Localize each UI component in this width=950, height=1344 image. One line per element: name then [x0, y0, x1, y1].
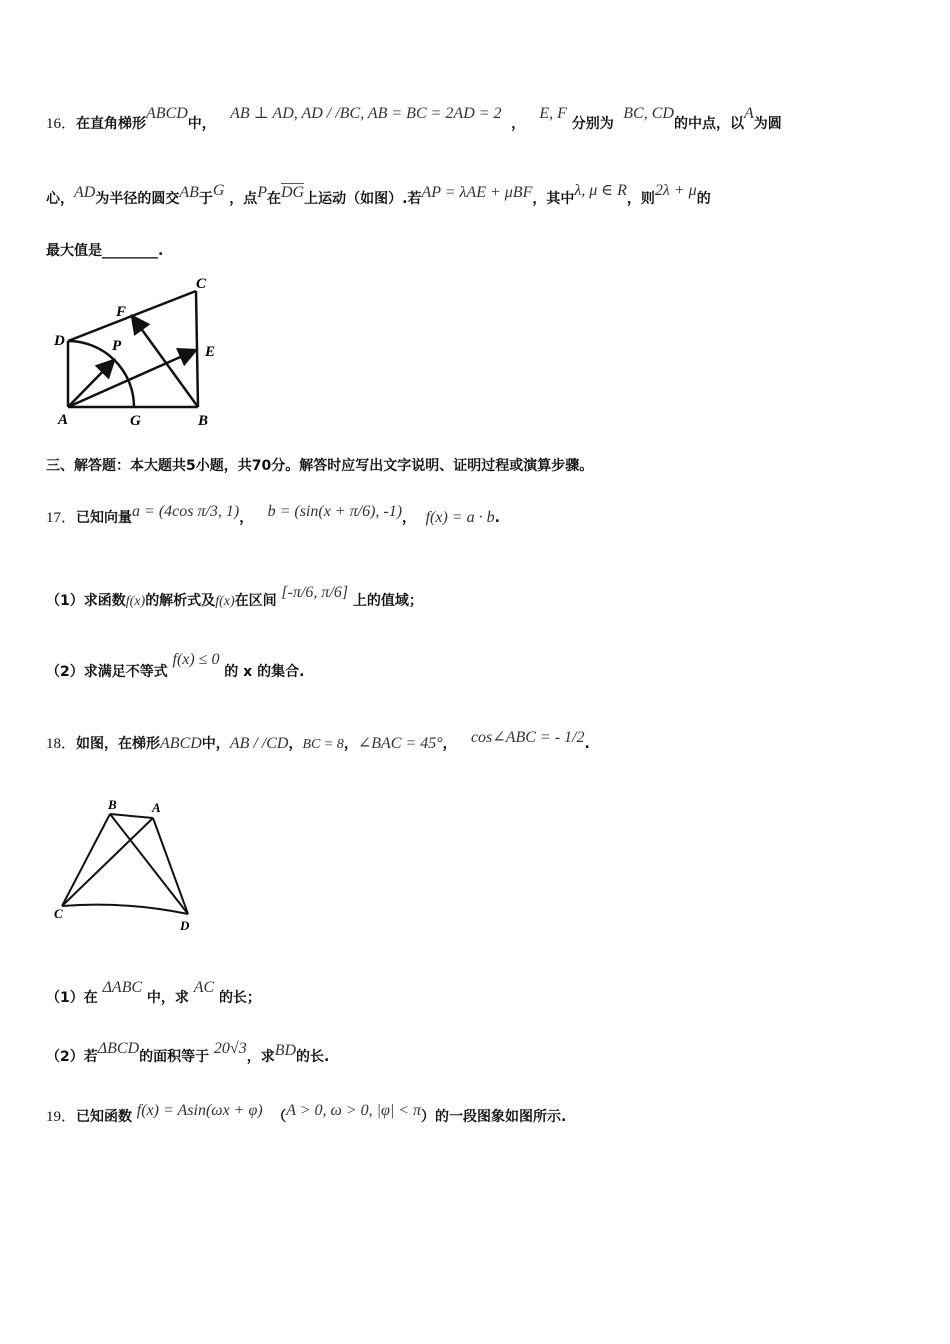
math-conditions: AB ⊥ AD, AD / /BC, AB = BC = 2AD = 2: [230, 105, 502, 122]
q17-stem: [46, 503, 910, 529]
math-fx-def: f(x) = a · b: [425, 509, 495, 526]
q18-text: （1）在: [46, 990, 98, 1006]
math-expression: 2λ + μ: [654, 182, 697, 199]
q18-text: 的长；: [218, 990, 261, 1006]
q18-part1: [46, 979, 910, 1009]
q16-line1: [46, 105, 910, 135]
q16-text: 在直角梯形: [76, 116, 147, 132]
q17-text: .: [494, 510, 500, 526]
q18-text: 中，: [201, 736, 230, 752]
q16-text: ，: [511, 116, 526, 132]
math-parallel: AB / /CD: [229, 735, 289, 752]
math-g: G: [212, 182, 225, 199]
math-abcd: ABCD: [160, 735, 202, 752]
q16-text: ，则: [626, 191, 655, 207]
math-area: 20√3: [213, 1040, 247, 1057]
q16-text: 分别为: [571, 116, 614, 132]
q18-text: 的面积等于: [139, 1049, 210, 1065]
math-fx: f(x): [125, 594, 146, 609]
q17-part2: [46, 651, 910, 683]
q17-text: （2）求满足不等式: [46, 664, 168, 680]
math-arc-dg: DG: [281, 184, 305, 201]
math-inequality: f(x) ≤ 0: [172, 651, 220, 668]
q17-text: ，: [402, 510, 417, 526]
math-function: f(x) = Asin(ωx + φ): [136, 1102, 263, 1119]
math-bc-cd: BC, CD: [623, 105, 674, 122]
math-interval: [-π/6, π/6]: [281, 584, 349, 601]
q18-text: （2）若: [46, 1049, 98, 1065]
math-abcd: ABCD: [146, 105, 188, 122]
q16-text: 为半径的圆交: [95, 191, 180, 207]
q19-number: 19．: [46, 1109, 77, 1125]
q18-part2: [46, 1040, 910, 1068]
q17-text: 的 x 的集合.: [224, 664, 305, 680]
q18-text: .: [584, 736, 590, 752]
q17-text: 已知向量: [76, 510, 133, 526]
label-a: A: [152, 800, 161, 815]
q16-line2: [46, 182, 910, 210]
q17-part1: [46, 584, 910, 613]
math-vector-a: a = (4cos π/3, 1): [132, 503, 240, 520]
math-ad: AD: [74, 184, 96, 201]
math-cos: cos∠ABC = - 1/2: [470, 729, 585, 746]
label-p: P: [112, 338, 122, 354]
q17-text: 的解析式及: [145, 593, 216, 609]
label-e: E: [205, 344, 216, 360]
label-b: B: [198, 413, 209, 429]
q16-line3: 最大值是________.: [46, 243, 164, 259]
q17-text: 上的值域；: [352, 593, 423, 609]
q16-figure: [48, 272, 238, 432]
math-vector-eq: AP = λAE + μBF: [421, 184, 533, 201]
math-constraints: A > 0, ω > 0, |φ| < π: [286, 1102, 422, 1119]
label-a: A: [58, 412, 69, 428]
label-g: G: [130, 413, 141, 429]
math-p: P: [257, 184, 267, 201]
q16-text: 在: [267, 191, 281, 207]
label-c: C: [196, 276, 207, 292]
q19-text: （: [272, 1109, 287, 1125]
label-c: C: [54, 906, 63, 921]
q18-text: 如图，在梯形: [76, 736, 161, 752]
q16-text: ，点: [229, 191, 258, 207]
q16-text: 的: [696, 191, 711, 207]
q18-number: 18．: [46, 736, 77, 752]
q18-figure: [50, 796, 210, 936]
q16-text: 心，: [46, 191, 74, 207]
label-b: B: [108, 797, 117, 812]
q18-text: 的长.: [296, 1049, 330, 1065]
q18-text: ，: [442, 736, 457, 752]
q18-stem: [46, 729, 910, 756]
math-ac: AC: [193, 979, 215, 996]
math-a: A: [743, 105, 754, 122]
q17-text: ，: [239, 510, 254, 526]
q16-number: 16．: [46, 116, 77, 132]
math-vector-b: b = (sin(x + π/6), -1): [267, 503, 403, 520]
label-d: D: [54, 333, 65, 349]
q18-text: 中，求: [146, 990, 189, 1006]
section-3-header: 三、解答题：本大题共5小题，共70分。解答时应写出文字说明、证明过程或演算步骤。: [46, 458, 594, 474]
math-bc: BC = 8: [302, 737, 344, 752]
math-bd: BD: [274, 1042, 297, 1059]
math-ab: AB: [179, 184, 199, 201]
q18-text: ，: [343, 736, 358, 752]
q16-text: 为圆: [753, 116, 782, 132]
q16-text: ，其中: [532, 191, 575, 207]
math-ef: E, F: [539, 105, 567, 122]
math-fx: f(x): [215, 594, 235, 609]
q19-stem: [46, 1102, 910, 1128]
q17-text: 在区间: [234, 593, 277, 609]
math-lambda-mu: λ, μ ∈ R: [574, 182, 627, 199]
label-d: D: [180, 918, 190, 933]
label-f: F: [116, 304, 127, 320]
math-triangle-bcd: ΔBCD: [97, 1040, 140, 1057]
q18-text: ，: [288, 736, 303, 752]
q16-text: 中，: [187, 116, 216, 132]
q16-text: 的中点，以: [673, 116, 744, 132]
q19-text: ）的一段图象如图所示.: [421, 1109, 567, 1125]
q17-text: （1）求函数: [46, 593, 126, 609]
q18-text: ，求: [246, 1049, 275, 1065]
q17-number: 17．: [46, 510, 77, 526]
q16-text: 于: [198, 191, 213, 207]
q16-text: 上运动（如图）.若: [304, 191, 422, 207]
math-triangle-abc: ΔABC: [102, 979, 143, 996]
math-angle: ∠BAC = 45°: [357, 735, 443, 752]
q19-text: 已知函数: [76, 1109, 133, 1125]
